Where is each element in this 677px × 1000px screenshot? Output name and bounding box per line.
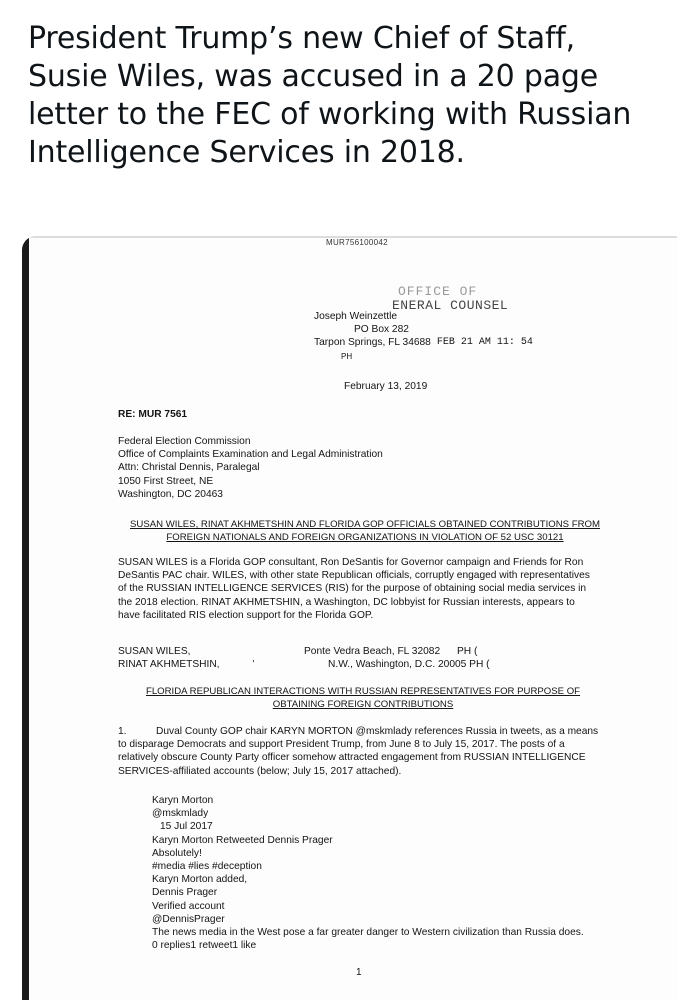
stamp-office-of: OFFICE OF <box>398 284 478 299</box>
respondent-phone: PH ( <box>456 646 478 657</box>
letter-page <box>22 236 677 1000</box>
quote-line: Absolutely! <box>152 847 202 859</box>
sender-name: Joseph Weinzettle <box>314 311 398 322</box>
quote-line: The news media in the West pose a far greater danger to Western civilization than Russia does. <box>152 927 584 939</box>
quote-line: Dennis Prager <box>152 887 218 899</box>
document-image <box>22 236 677 1000</box>
respondent-address: Ponte Vedra Beach, FL 32082 <box>304 646 441 657</box>
addressee-line: Office of Complaints Examination and Legal Administration <box>118 449 383 461</box>
quoted-tweet <box>152 794 584 952</box>
respondent-names <box>118 645 254 671</box>
respondent-name: SUSAN WILES, <box>118 646 191 657</box>
quote-line: Verified account <box>152 900 225 912</box>
quote-line: #media #lies #deception <box>152 861 262 873</box>
respondent-addresses <box>304 645 490 671</box>
quote-line: 0 replies1 retweet1 like <box>152 940 257 952</box>
tweet-text: President Trump’s new Chief of Staff, Susie Wiles, was accused in a 20 page letter to the FEC of working with Russian Intelligence Services in 2018. <box>28 21 632 170</box>
sender-po-box: PO Box 282 <box>354 324 409 336</box>
quote-line: Karyn Morton <box>152 795 214 806</box>
quote-line: Karyn Morton added, <box>152 874 248 886</box>
quote-line: Karyn Morton Retweeted Dennis Prager <box>152 834 333 846</box>
paragraph-1: SUSAN WILES is a Florida GOP consultant, Ron DeSantis for Governor campaign and Friends for Ron DeSantis PAC chair. WILES, with other state Republican officials, corruptly engaged with representatives of the RUSSIAN INTELLIGENCE SERVICES (RIS) for the purpose of obtaining social media services in the 2018 election. RINAT AKHMETSHIN, a Washington, DC lobbyist for Russian interests, appears to have facilitated RIS election support for the Florida GOP. <box>118 557 590 621</box>
respondent-name: RINAT AKHMETSHIN, <box>118 659 220 671</box>
document-id: MUR756100042 <box>326 238 388 247</box>
numbered-item-1 <box>118 725 600 778</box>
letter-date: February 13, 2019 <box>344 381 428 392</box>
quote-line: @DennisPrager <box>152 913 225 925</box>
re-line: RE: MUR 7561 <box>118 409 188 420</box>
sender-phone-label: PH <box>341 351 353 361</box>
item-number: 1. <box>118 726 127 737</box>
addressee-line: Attn: Christal Dennis, Paralegal <box>118 462 260 474</box>
addressee-line: Federal Election Commission <box>118 436 251 447</box>
stamp-received-date: FEB 21 AM 11: 54 <box>436 337 533 349</box>
respondent-address: N.W., Washington, D.C. 20005 PH ( <box>328 659 490 671</box>
page-number: 1 <box>356 967 362 978</box>
addressee-block <box>118 435 383 501</box>
addressee-line: Washington, DC 20463 <box>118 488 223 500</box>
sender-block <box>314 310 574 363</box>
quote-line: 15 Jul 2017 <box>160 821 213 833</box>
quote-line: @mskmlady <box>152 808 209 820</box>
section-heading-2: FLORIDA REPUBLICAN INTERACTIONS WITH RUSSIAN REPRESENTATIVES FOR PURPOSE OF OBTAINING FOREIGN CONTRIBUTIONS <box>145 686 581 711</box>
item-text: Duval County GOP chair KARYN MORTON @mskmlady references Russia in tweets, as a means to disparage Democrats and support President Trump, from June 8 to July 15, 2017. The posts of a relatively obscure County Party officer somehow attracted engagement from RUSSIAN INTELLIGENCE SERVICES-affiliated accounts (below; July 15, 2017 attached). <box>118 726 599 777</box>
sender-city: Tarpon Springs, FL 34688 <box>314 337 431 349</box>
redaction-mark: ' <box>252 659 255 671</box>
section-heading-1: SUSAN WILES, RINAT AKHMETSHIN AND FLORIDA GOP OFFICIALS OBTAINED CONTRIBUTIONS FROM FOREIGN NATIONALS AND FOREIGN ORGANIZATIONS IN VIOLATION OF 52 USC 30121 <box>130 519 600 544</box>
stamp-general-counsel: ENERAL COUNSEL <box>392 298 509 313</box>
addressee-line: 1050 First Street, NE <box>118 475 214 487</box>
